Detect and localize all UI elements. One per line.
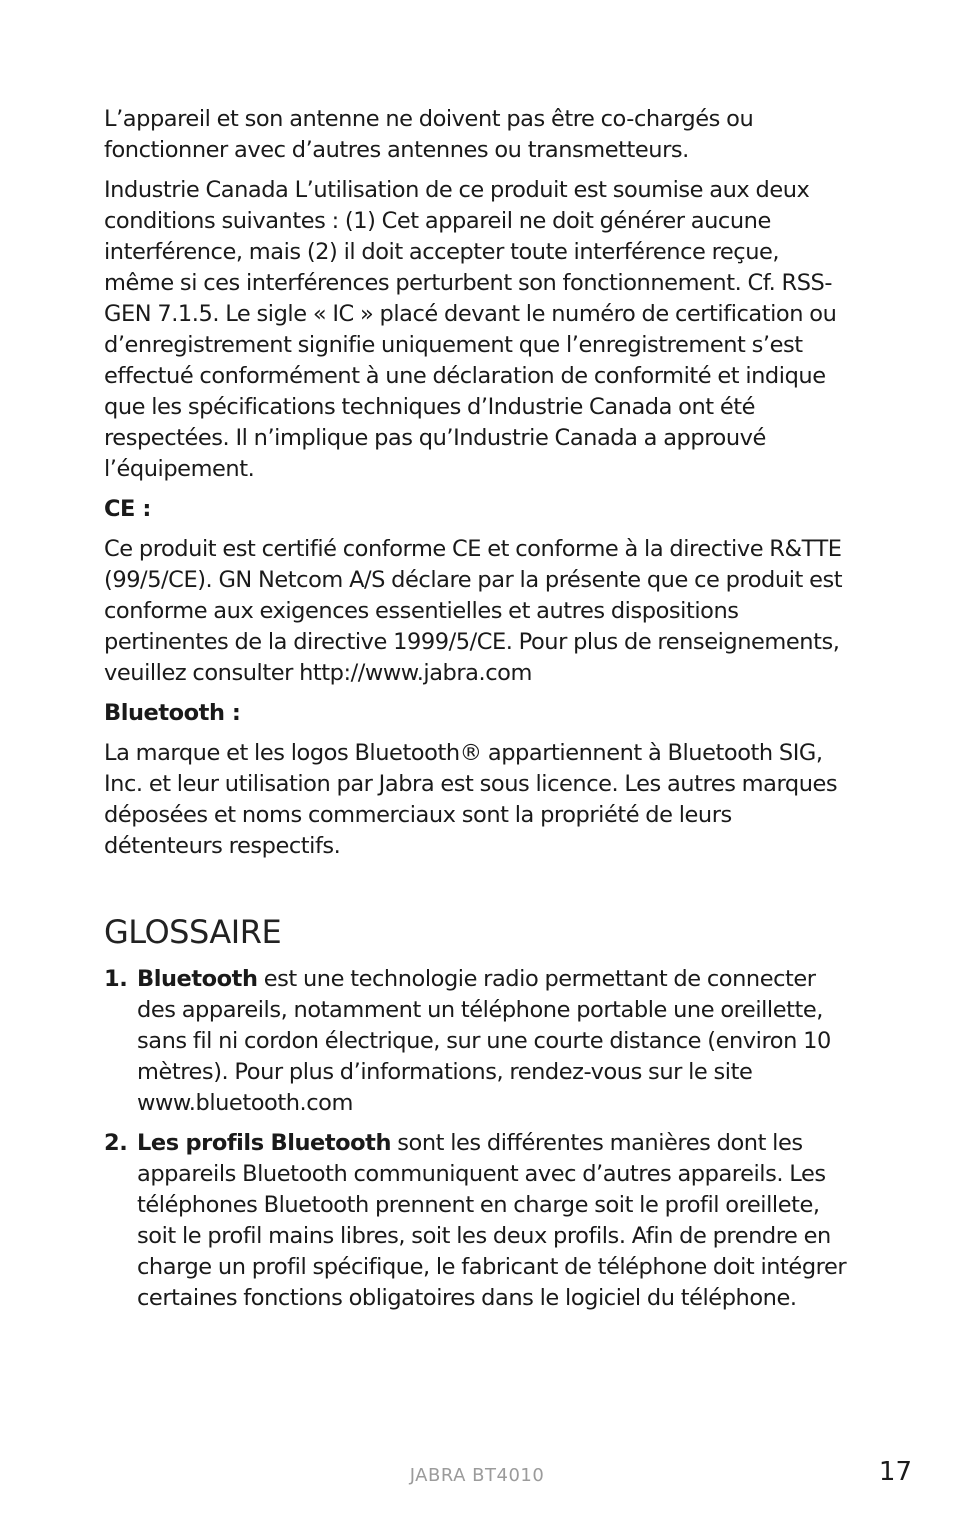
- glossary-item-term: Les profils Bluetooth: [137, 1130, 392, 1156]
- glossary-item-bluetooth: [104, 964, 849, 1119]
- paragraph-antenna: L’appareil et son antenne ne doivent pas être co-chargés ou fonctionner avec d’autres antennes ou transmetteurs.: [104, 106, 754, 163]
- paragraph-industrie-canada: Industrie Canada L’utilisation de ce produit est soumise aux deux conditions suivantes : (1) Cet appareil ne doit générer aucune interférence, mais (2) il doit accepter toute interférence reçue, même si ces interférences perturbent son fonctionnement. Cf. RSS-GEN 7.1.5. Le sigle « IC » placé devant le numéro de certification ou d’enregistrement signifie uniquement que l’enregistrement s’est effectué conformément à une déclaration de conformité et indique que les spécifications techniques d’Industrie Canada ont été respectées. Il n’implique pas qu’Industrie Canada a approuvé l’équipement.: [104, 177, 837, 482]
- bluetooth-label: Bluetooth :: [104, 700, 241, 726]
- glossary-heading: GLOSSAIRE: [104, 913, 282, 951]
- ce-label: CE :: [104, 496, 151, 522]
- footer-brand: JABRA BT4010: [409, 1465, 545, 1486]
- glossary-item-text: sont les différentes manières dont les appareils Bluetooth communiquent avec d’autres appareils. Les téléphones Bluetooth prennent en charge soit le profil oreillete, soit le profil mains libres, soit les deux profils. Afin de prendre en charge un profil spécifique, le fabricant de téléphone doit intégrer certaines fonctions obligatoires dans le logiciel du téléphone.: [137, 1130, 847, 1311]
- glossary-list: [104, 964, 849, 1314]
- ce-paragraph: Ce produit est certifié conforme CE et conforme à la directive R&TTE (99/5/CE). GN Netcom A/S déclare par la présente que ce produit est conforme aux exigences essentielles et autres dispositions pertinentes de la directive 1999/5/CE. Pour plus de renseignements, veuillez consulter http://www.jabra.com: [104, 536, 843, 686]
- glossary-item-number: 2.: [104, 1130, 128, 1156]
- page-content: [104, 104, 849, 1323]
- bluetooth-paragraph: La marque et les logos Bluetooth® appartiennent à Bluetooth SIG, Inc. et leur utilisation par Jabra est sous licence. Les autres marques déposées et noms commerciaux sont la propriété de leurs détenteurs respectifs.: [104, 740, 838, 859]
- page-number: 17: [878, 1457, 912, 1487]
- glossary-item-profiles: [104, 1128, 849, 1314]
- glossary-item-term: Bluetooth: [137, 966, 258, 992]
- glossary-item-number: 1.: [104, 966, 128, 992]
- glossary-item-text: est une technologie radio permettant de connecter des appareils, notamment un téléphone portable une oreillette, sans fil ni cordon électrique, sur une courte distance (environ 10 mètres). Pour plus d’informations, rendez-vous sur le site www.bluetooth.com: [137, 966, 831, 1116]
